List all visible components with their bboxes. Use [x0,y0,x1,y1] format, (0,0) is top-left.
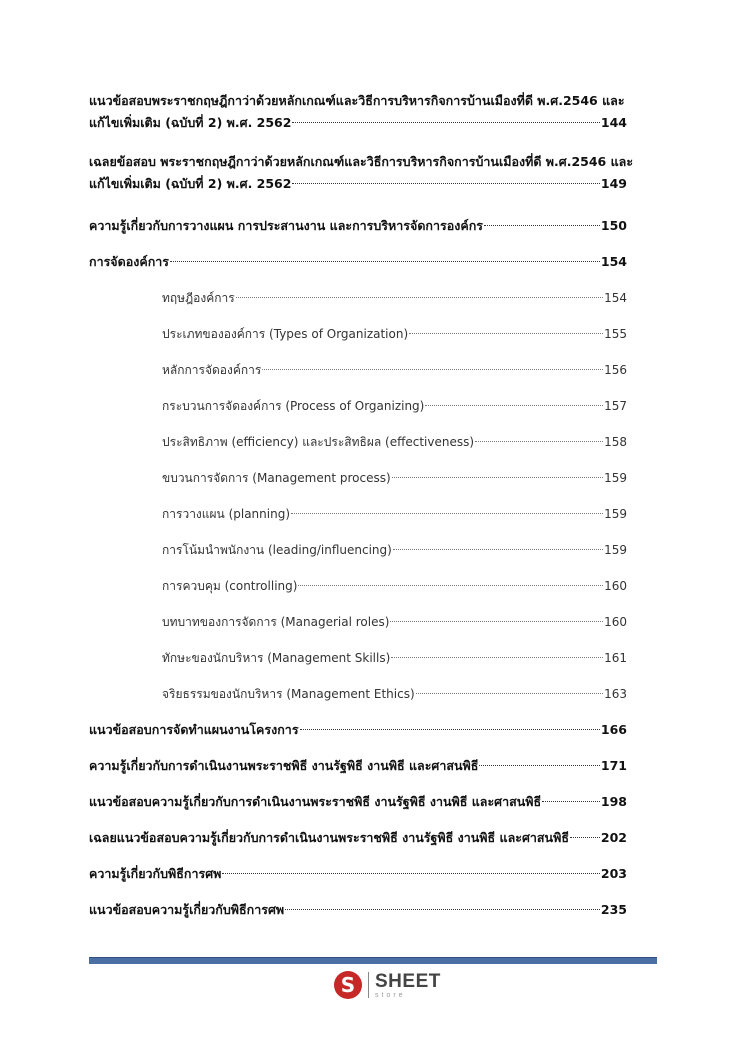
footer-divider [89,957,657,964]
toc-subentry [162,467,627,489]
toc-entry-title: การวางแผน (planning) [162,507,291,521]
toc-page-number: 157 [604,399,627,413]
toc-entry [89,719,627,741]
toc-entry-title: ทักษะของนักบริหาร (Management Skills) [162,651,391,665]
dot-leader [291,513,603,514]
toc-subentry [162,287,627,309]
toc-entry-title: กระบวนการจัดองค์การ (Process of Organizing) [162,399,425,413]
toc-page-number: 203 [600,866,627,881]
toc-entry [89,791,627,813]
toc-page-number: 166 [600,722,627,737]
toc-page-number: 154 [600,254,627,269]
dot-leader [484,225,600,226]
toc-page-number: 149 [600,176,627,191]
toc-page-number: 202 [600,830,627,845]
dot-leader [475,441,603,442]
toc-entry [89,151,634,195]
logo-wordmark: SHEET [375,970,441,992]
toc-entry-title: ความรู้เกี่ยวกับการวางแผน การประสานงาน และการบริหารจัดการองค์กร [89,218,483,233]
toc-page-number: 158 [604,435,627,449]
dot-leader [392,477,603,478]
logo-s-icon: S [334,971,362,999]
toc-page-number: 235 [600,902,627,917]
toc-page-number: 171 [600,758,627,773]
logo-separator [368,972,369,998]
toc-page-number: 160 [604,615,627,629]
dot-leader [390,621,603,622]
toc-entry-title: แนวข้อสอบความรู้เกี่ยวกับการดำเนินงานพระราชพิธี งานรัฐพิธี งานพิธี และศาสนพิธี [89,794,542,809]
toc-subentry [162,611,627,633]
toc-page-number: 150 [600,218,627,233]
toc-entry-title: จริยธรรมของนักบริหาร (Management Ethics) [162,687,415,701]
toc-subentry [162,431,627,453]
dot-leader [479,765,599,766]
toc-page-number: 155 [604,327,627,341]
toc-page-number: 144 [600,115,627,130]
toc-entry-title: แก้ไขเพิ่มเติม (ฉบับที่ 2) พ.ศ. 2562 [89,115,292,130]
dot-leader [298,585,603,586]
toc-entry [89,90,627,134]
dot-leader [262,369,603,370]
dot-leader [236,297,603,298]
toc-subentry [162,323,627,345]
dot-leader [570,837,600,838]
logo-subtext: store [375,991,406,999]
toc-entry-title-line1: แนวข้อสอบพระราชกฤษฎีกาว่าด้วยหลักเกณฑ์และวิธีการบริหารกิจการบ้านเมืองที่ดี พ.ศ.2546 และ [89,93,625,108]
toc-entry-title: แก้ไขเพิ่มเติม (ฉบับที่ 2) พ.ศ. 2562 [89,176,292,191]
toc-entry [89,755,627,777]
toc-entry [89,827,627,849]
toc-page-number: 159 [604,507,627,521]
sheet-store-logo [334,968,441,1002]
dot-leader [292,183,599,184]
toc-page-number: 154 [604,291,627,305]
toc-entry-title: ประสิทธิภาพ (efficiency) และประสิทธิผล (effectiveness) [162,435,475,449]
toc-entry [89,899,627,921]
toc-entry-title: แนวข้อสอบการจัดทำแผนงานโครงการ [89,722,299,737]
toc-entry-title: หลักการจัดองค์การ [162,363,262,377]
toc-entry-title: ขบวนการจัดการ (Management process) [162,471,391,485]
toc-entry-title: เฉลยแนวข้อสอบความรู้เกี่ยวกับการดำเนินงานพระราชพิธี งานรัฐพิธี งานพิธี และศาสนพิธี [89,830,569,845]
toc-entry-title: แนวข้อสอบความรู้เกี่ยวกับพิธีการศพ [89,902,285,917]
toc-entry-title: ความรู้เกี่ยวกับการดำเนินงานพระราชพิธี งานรัฐพิธี งานพิธี และศาสนพิธี [89,758,479,773]
toc-entry-title: การจัดองค์การ [89,254,170,269]
toc-subentry [162,359,627,381]
dot-leader [391,657,603,658]
toc-subentry [162,683,627,705]
toc-page-number: 159 [604,543,627,557]
toc-entry [89,215,627,237]
toc-entry-title: บทบาทของการจัดการ (Managerial roles) [162,615,390,629]
toc-page-number: 156 [604,363,627,377]
dot-leader [393,549,603,550]
toc-page-number: 163 [604,687,627,701]
dot-leader [416,693,603,694]
dot-leader [409,333,603,334]
toc-subentry [162,395,627,417]
toc-page-number: 161 [604,651,627,665]
toc-entry-title: การโน้มนำพนักงาน (leading/influencing) [162,543,392,557]
toc-entry-title: ทฤษฎีองค์การ [162,291,235,305]
toc-page-number: 198 [600,794,627,809]
toc-subentry [162,539,627,561]
toc-page-number: 160 [604,579,627,593]
toc-entry-title: การควบคุม (controlling) [162,579,298,593]
toc-page-number: 159 [604,471,627,485]
dot-leader [285,909,600,910]
dot-leader [425,405,603,406]
dot-leader [170,261,600,262]
toc-entry-title-line1: เฉลยข้อสอบ พระราชกฤษฎีกาว่าด้วยหลักเกณฑ์และวิธีการบริหารกิจการบ้านเมืองที่ดี พ.ศ.2546 และ [89,154,634,169]
toc-entry-title: ความรู้เกี่ยวกับพิธีการศพ [89,866,222,881]
toc-subentry [162,575,627,597]
toc-entry-title: ประเภทขององค์การ (Types of Organization) [162,327,409,341]
dot-leader [542,801,600,802]
toc-subentry [162,503,627,525]
toc-entry [89,251,627,273]
toc-subentry [162,647,627,669]
toc-entry [89,863,627,885]
dot-leader [222,873,600,874]
dot-leader [300,729,600,730]
dot-leader [292,122,599,123]
